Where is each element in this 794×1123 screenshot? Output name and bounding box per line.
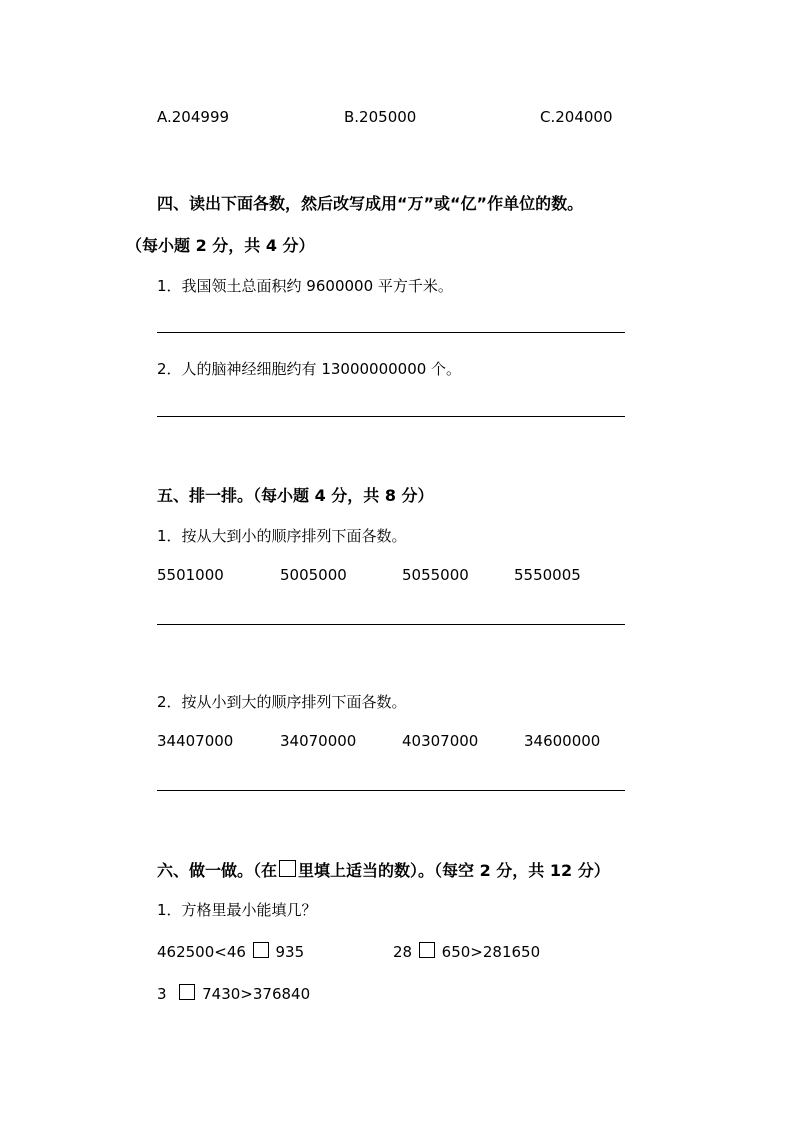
section6-question-1: 1．方格里最小能填几？: [157, 901, 317, 919]
option-a: A.204999: [157, 108, 230, 126]
section6-title-before: 六、做一做。（在: [157, 861, 278, 880]
answer-line: [157, 332, 625, 333]
section4-question-1: 1．我国领土总面积约 9600000 平方千米。: [157, 277, 453, 295]
fill-item-2: [393, 942, 540, 961]
fill-item-left: 462500<46: [157, 943, 246, 961]
section5-question-1: 1．按从大到小的顺序排列下面各数。: [157, 527, 407, 545]
fill-item-left: 3: [157, 985, 167, 1003]
number-item: 40307000: [402, 732, 479, 750]
section6-title: [157, 858, 610, 881]
fill-item-right: 7430>376840: [202, 985, 311, 1003]
number-item: 34407000: [157, 732, 234, 750]
section5-question-2: 2．按从小到大的顺序排列下面各数。: [157, 693, 407, 711]
option-c: C.204000: [540, 108, 613, 126]
section5-title: 五、排一排。（每小题 4 分，共 8 分）: [157, 486, 434, 505]
number-item: 34600000: [524, 732, 601, 750]
fill-box[interactable]: [253, 942, 269, 958]
number-item: 5550005: [514, 566, 581, 584]
answer-line: [157, 416, 625, 417]
section4-title: 四、读出下面各数，然后改写成用“万”或“亿”作单位的数。: [157, 194, 584, 213]
number-item: 5005000: [280, 566, 347, 584]
number-item: 5055000: [402, 566, 469, 584]
fill-item-right: 935: [275, 943, 305, 961]
square-box-icon: [279, 860, 296, 877]
fill-item-3: [157, 984, 310, 1003]
fill-item-1: [157, 942, 304, 961]
option-b: B.205000: [344, 108, 417, 126]
fill-box[interactable]: [419, 942, 435, 958]
fill-box[interactable]: [179, 984, 195, 1000]
section4-score: （每小题 2 分，共 4 分）: [126, 236, 315, 255]
answer-line: [157, 790, 625, 791]
number-item: 34070000: [280, 732, 357, 750]
fill-item-right: 650>281650: [441, 943, 541, 961]
section6-title-after: 里填上适当的数）。（每空 2 分，共 12 分）: [298, 861, 610, 880]
number-item: 5501000: [157, 566, 224, 584]
section4-question-2: 2．人的脑神经细胞约有 13000000000 个。: [157, 360, 462, 378]
fill-item-left: 28: [393, 943, 413, 961]
answer-line: [157, 624, 625, 625]
